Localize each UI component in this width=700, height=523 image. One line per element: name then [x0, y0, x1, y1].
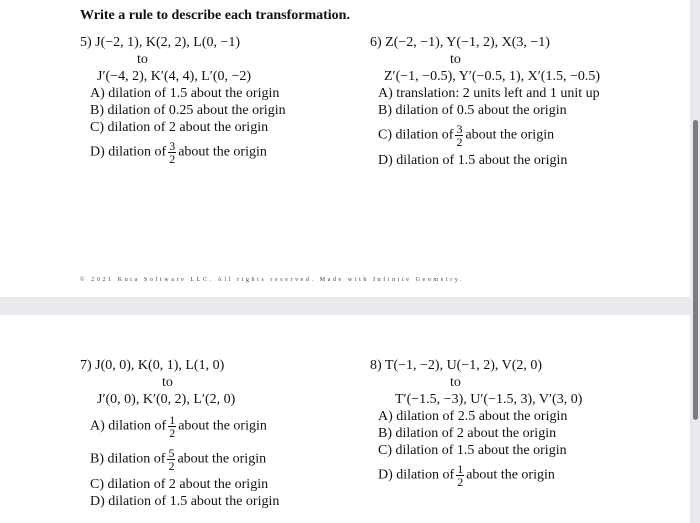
problem-7-to: to	[162, 375, 173, 390]
fraction	[168, 140, 176, 165]
problem-7-choice-c[interactable]: C) dilation of 2 about the origin	[90, 477, 269, 492]
problem-8-preimage: 8) T(−1, −2), U(−1, 2), V(2, 0)	[370, 358, 543, 373]
problem-8	[370, 357, 582, 488]
problem-6-choice-d[interactable]: D) dilation of 1.5 about the origin	[378, 153, 568, 168]
problem-6	[370, 34, 600, 169]
fraction-numerator: 1	[169, 413, 176, 427]
problem-5	[80, 34, 286, 165]
fraction-denominator: 2	[457, 475, 464, 489]
fraction-numerator: 3	[456, 122, 463, 136]
fraction	[168, 414, 176, 439]
problem-8-choice-b[interactable]: B) dilation of 2 about the origin	[378, 426, 557, 441]
problem-8-choice-d[interactable]	[378, 463, 582, 488]
vertical-scrollbar[interactable]	[693, 120, 698, 420]
choice-text: C) dilation of	[378, 127, 454, 143]
problem-8-choice-c[interactable]: C) dilation of 1.5 about the origin	[378, 443, 567, 458]
problem-6-image: Z′(−1, −0.5), Y′(−0.5, 1), X′(1.5, −0.5)	[384, 69, 600, 84]
problem-5-choice-c[interactable]: C) dilation of 2 about the origin	[90, 120, 269, 135]
problem-7-preimage: 7) J(0, 0), K(0, 1), L(1, 0)	[80, 358, 225, 373]
worksheet-page-2	[0, 315, 690, 523]
fraction	[167, 447, 175, 472]
problem-5-choice-b[interactable]: B) dilation of 0.25 about the origin	[90, 103, 286, 118]
choice-text: about the origin	[465, 127, 555, 143]
choice-text: A) dilation of	[90, 418, 167, 434]
choice-text: about the origin	[178, 144, 267, 160]
choice-text: B) dilation of	[90, 451, 166, 467]
fraction-numerator: 1	[457, 462, 464, 476]
problem-6-to: to	[450, 52, 461, 67]
problem-8-choice-a[interactable]: A) dilation of 2.5 about the origin	[378, 409, 568, 424]
copyright-footer: © 2021 Kuta Software LLC. All rights reserved. Made with Infinite Geometry.	[80, 277, 465, 283]
choice-text: D) dilation of	[90, 144, 167, 160]
problem-6-preimage: 6) Z(−2, −1), Y(−1, 2), X(3, −1)	[370, 35, 550, 50]
problem-7-choice-d[interactable]: D) dilation of 1.5 about the origin	[90, 494, 280, 509]
problem-5-preimage: 5) J(−2, 1), K(2, 2), L(0, −1)	[80, 35, 241, 50]
fraction-denominator: 2	[169, 426, 176, 440]
choice-text: D) dilation of	[378, 467, 455, 483]
problem-8-image: T′(−1.5, −3), U′(−1.5, 3), V′(3, 0)	[395, 392, 583, 407]
choice-text: about the origin	[466, 467, 555, 483]
fraction-denominator: 2	[456, 135, 463, 149]
problem-7-image: J′(0, 0), K′(0, 2), L′(2, 0)	[97, 392, 236, 407]
problem-5-image: J′(−4, 2), K′(4, 4), L′(0, −2)	[97, 69, 252, 84]
problem-8-to: to	[450, 375, 461, 390]
problem-7	[80, 357, 279, 510]
problem-5-choice-d[interactable]	[90, 140, 286, 165]
fraction-denominator: 2	[168, 459, 175, 473]
problem-6-choice-a[interactable]: A) translation: 2 units left and 1 unit up	[378, 86, 600, 101]
choice-text: about the origin	[178, 418, 267, 434]
problem-5-choice-a[interactable]: A) dilation of 1.5 about the origin	[90, 86, 280, 101]
problem-7-choice-b[interactable]	[90, 447, 279, 472]
problem-6-choice-b[interactable]: B) dilation of 0.5 about the origin	[378, 103, 567, 118]
problem-5-to: to	[137, 52, 148, 67]
problem-6-choice-c[interactable]	[378, 123, 600, 148]
fraction-numerator: 3	[169, 139, 176, 153]
problem-7-choice-a[interactable]	[90, 414, 279, 439]
choice-text: about the origin	[177, 451, 267, 467]
page-heading: Write a rule to describe each transformation.	[80, 8, 350, 23]
fraction-denominator: 2	[169, 152, 176, 166]
fraction-numerator: 5	[168, 446, 175, 460]
fraction	[456, 463, 464, 488]
fraction	[455, 123, 463, 148]
